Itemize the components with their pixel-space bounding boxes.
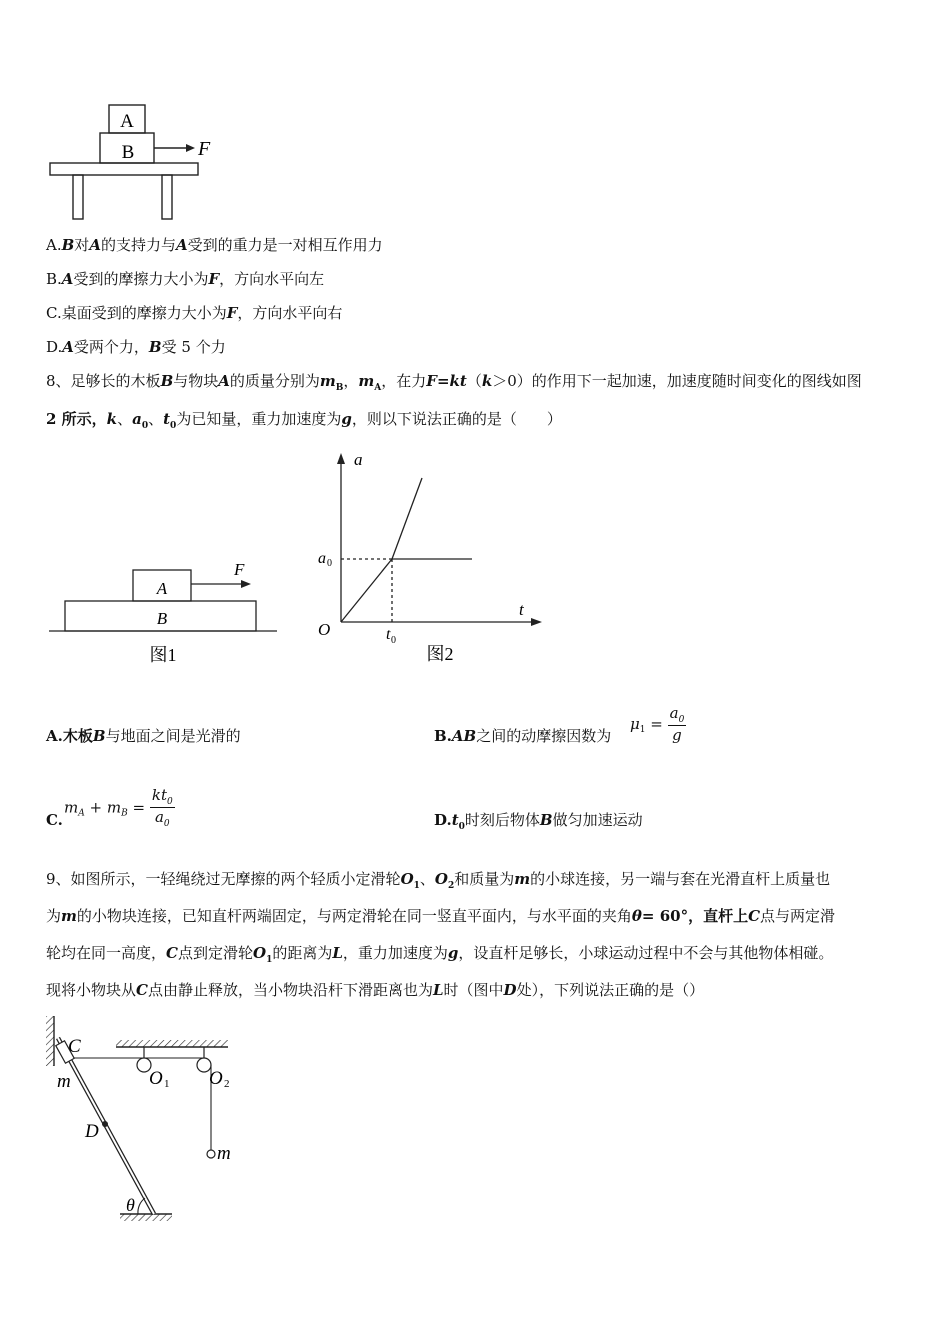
q9l1-t2: O	[400, 870, 414, 888]
option-label: D.	[46, 338, 63, 356]
q7b-t1: A	[61, 270, 74, 288]
q9l4-t1: 现将小物块从	[46, 981, 137, 999]
q9l3-t4: O	[252, 944, 267, 962]
q7c-t1: 桌面受到的摩擦力大小为	[61, 304, 227, 322]
q7a-t2: 对	[74, 236, 90, 254]
q9l1-t2s: 1	[413, 881, 420, 891]
q9l3-t6: L	[332, 944, 343, 962]
q8a-t3: 与地面之间是光滑的	[105, 727, 241, 745]
q9-label-o2: O	[209, 1068, 223, 1089]
q8-fig2-origin: O	[318, 620, 331, 639]
q8l2-t6: t	[163, 410, 171, 428]
q9l2-t5: = 60°，直杆上	[641, 907, 749, 925]
q9l1-t7: 的小球连接，另一端与套在光滑直杆上质量也	[530, 870, 831, 888]
q9l4-t5: 时（图中	[443, 981, 504, 999]
q9l3-t7: ，重力加速度为	[342, 944, 448, 962]
q8-fig2-y-label: a	[354, 450, 363, 469]
q8l1-t8s: A	[374, 383, 382, 393]
q7a-t5: A	[175, 236, 188, 254]
q9-stem-line3	[46, 943, 833, 970]
q8-option-c	[46, 810, 63, 830]
q9l1-t1: 如图所示，一轻绳绕过无摩擦的两个轻质小定滑轮	[70, 870, 401, 888]
option-label: B.	[434, 727, 452, 745]
q8-fig2-a0: a	[318, 550, 326, 567]
m-a: m	[64, 798, 79, 817]
q8c-num: kt	[151, 786, 167, 804]
q8-fig2-x-label: t	[519, 600, 524, 619]
q8d-t1: t	[451, 811, 459, 829]
q9-label-theta: θ	[126, 1195, 135, 1215]
q8l1-t1: 足够长的木板	[70, 372, 161, 390]
q8b-den: g	[672, 726, 682, 744]
q8l2-t9: ，则以下说法正确的是（ ）	[351, 410, 562, 428]
q8d-t4: 做匀加速运动	[552, 811, 643, 829]
q8b-t1: AB	[451, 727, 477, 745]
q9-wall-hatch	[46, 1016, 54, 1066]
q8l1-t3: 与物块	[173, 372, 219, 390]
q9-label-d: D	[85, 1121, 99, 1142]
question-number: 9、	[46, 870, 71, 888]
equals-sign: =	[132, 798, 146, 817]
q8c-num-sub: 0	[167, 797, 173, 807]
option-label: A.	[46, 236, 62, 254]
q9l2-t7: 点与两定滑	[760, 907, 836, 925]
m-b: m	[106, 798, 122, 817]
q9-angle-arc	[138, 1198, 145, 1214]
q8d-t3: B	[539, 811, 553, 829]
q9-stem-line4	[46, 980, 704, 1000]
m-a-sub: A	[78, 808, 85, 819]
q8-option-d	[434, 810, 643, 837]
q8-fig2-a0-sub: 0	[327, 558, 332, 569]
q8b-fraction	[668, 704, 687, 744]
option-label: B.	[46, 270, 62, 288]
q9l4-t6: D	[503, 981, 517, 999]
q8l1-t6: m	[319, 372, 336, 390]
q9l3-t5: 的距离为	[272, 944, 333, 962]
q9l2-t6: C	[748, 907, 761, 925]
q9-stem-line1	[46, 869, 830, 896]
q8l1-t2: B	[160, 372, 174, 390]
q7d-t3: B	[148, 338, 162, 356]
q9l2-t2: m	[61, 907, 77, 925]
q9l3-t9: ，设直杆足够长，小球运动过程中不会与其他物体相碰。	[458, 944, 834, 962]
q8l2-t7: 为已知量，重力加速度为	[176, 410, 342, 428]
q8-figure2	[310, 445, 550, 675]
q9-point-d	[102, 1121, 108, 1127]
q8l1-t5: 的质量分别为	[229, 372, 320, 390]
q7-option-b	[46, 269, 324, 289]
m-b-sub: B	[121, 808, 128, 819]
q9-ceiling-hatch	[116, 1040, 228, 1047]
q8d-t2: 时刻后物体	[464, 811, 540, 829]
q7a-t1: B	[61, 236, 75, 254]
q8-option-c-formula	[64, 786, 175, 829]
q8l1-t7: ，	[343, 372, 359, 390]
q9l3-t8: g	[447, 944, 459, 962]
option-label: C.	[46, 304, 62, 322]
q8l1-t12: k	[481, 372, 493, 390]
q9l4-t4: L	[432, 981, 444, 999]
q8-stem-line1	[46, 371, 862, 398]
q7-label-a: A	[120, 111, 134, 132]
option-label: C.	[46, 811, 63, 829]
q8b-num-sub: 0	[678, 715, 685, 725]
q7-label-f: F	[198, 138, 211, 160]
q9l3-t4s: 1	[266, 955, 273, 965]
q8-fig1-caption: 图1	[149, 645, 177, 665]
q9l1-t4: O	[434, 870, 448, 888]
q8-option-b	[434, 726, 611, 746]
q7d-t1: A	[62, 338, 74, 356]
q7-table-top	[50, 163, 198, 175]
q8c-fraction	[150, 786, 175, 829]
q8b-num: a	[669, 704, 679, 722]
q8-fig2-caption: 图2	[426, 644, 454, 664]
q9-label-c: C	[68, 1036, 81, 1057]
q8l2-t3: 、	[117, 410, 133, 428]
q8-option-b-formula	[630, 704, 686, 744]
q8c-den-sub: 0	[163, 819, 170, 829]
q9l1-t3: 、	[419, 870, 435, 888]
q8a-t1: 木板	[62, 727, 93, 745]
q7-figure	[40, 95, 230, 225]
q8d-t1s: 0	[458, 822, 465, 832]
q9l2-t3: 的小物块连接，已知直杆两端固定，与两定滑轮在同一竖直平面内，与水平面的夹角	[76, 907, 632, 925]
q7c-t3: ，方向水平向右	[237, 304, 343, 322]
q8a-t2: B	[92, 727, 106, 745]
q7b-t3: F	[208, 270, 220, 288]
q7a-t4: 的支持力与	[100, 236, 176, 254]
q7-label-b: B	[121, 142, 135, 163]
q7-table-leg-right	[162, 175, 172, 219]
plus-sign: +	[89, 798, 103, 817]
q9l3-t1: 轮均在同一高度，	[46, 944, 167, 962]
q7-table-leg-left	[73, 175, 83, 219]
q9l2-t1: 为	[46, 907, 62, 925]
q8-stem-line2	[46, 409, 562, 436]
q8l2-t6s: 0	[170, 421, 177, 431]
q8-fig1-label-f: F	[234, 560, 245, 579]
q9l4-t7: 处），下列说法正确的是（）	[516, 981, 705, 999]
q9-label-o1: O	[149, 1068, 163, 1089]
q8l1-t4: A	[218, 372, 230, 390]
q8-fig2-t0-sub: 0	[391, 635, 396, 646]
equals-sign: =	[650, 715, 663, 733]
q9-ground-hatch	[120, 1214, 172, 1221]
q8-fig1-label-b: B	[156, 609, 168, 628]
q9-stem-line2	[46, 906, 835, 926]
q7-option-d	[46, 337, 226, 357]
q9-label-o2-sub: 2	[224, 1078, 230, 1090]
q8l1-t11: （	[466, 372, 482, 390]
q8-figure1	[45, 555, 285, 670]
q8l1-t9: ，在力	[381, 372, 427, 390]
q9l1-t6: m	[514, 870, 531, 888]
q9l3-t2: C	[166, 944, 178, 962]
q8l2-t4s: 0	[141, 421, 149, 431]
q8-graph-b-line	[392, 478, 422, 559]
q8l2-t4: a	[132, 410, 142, 428]
mu-sub: 1	[639, 725, 646, 735]
q9-label-o1-sub: 1	[164, 1078, 170, 1090]
q8b-t2: 之间的动摩擦因数为	[476, 727, 612, 745]
q8-fig1-label-a: A	[156, 579, 168, 598]
q8-option-a	[46, 726, 241, 746]
q7-option-a	[46, 235, 383, 255]
q9-label-m1: m	[57, 1071, 71, 1092]
q7d-t2: 受两个力，	[73, 338, 149, 356]
q7a-t6: 受到的重力是一对相互作用力	[187, 236, 383, 254]
q7d-t4: 受 5 个力	[161, 338, 226, 356]
q8c-den: a	[154, 808, 164, 826]
q7-option-c	[46, 303, 342, 323]
q9-figure	[38, 1010, 248, 1230]
q7b-t2: 受到的摩擦力大小为	[73, 270, 209, 288]
q7c-t2: F	[226, 304, 238, 322]
mu-symbol: μ	[630, 715, 640, 733]
q8l1-t10: F=kt	[426, 372, 467, 390]
option-label: A.	[46, 727, 63, 745]
q9l4-t3: 点由静止释放，当小物块沿杆下滑距离也为	[147, 981, 433, 999]
q8-graph-segment1	[341, 559, 392, 622]
q8l2-t1: 2 所示，	[46, 410, 107, 428]
q9-label-m2: m	[217, 1143, 231, 1164]
q8l1-t6s: B	[335, 383, 344, 393]
option-label: D.	[434, 811, 452, 829]
q9l3-t3: 点到定滑轮	[177, 944, 253, 962]
q8l2-t2: k	[106, 410, 118, 428]
q8l2-t5: 、	[148, 410, 164, 428]
q8l1-t13: ＞0）的作用下一起加速，加速度随时间变化的图线如图	[492, 372, 862, 390]
q9l1-t5: 和质量为	[454, 870, 515, 888]
q9l1-t4s: 2	[448, 881, 455, 891]
q8l2-t8: g	[341, 410, 352, 428]
q8l1-t8: m	[358, 372, 375, 390]
q7b-t4: ，方向水平向左	[219, 270, 325, 288]
q8-fig2-t0: t	[386, 626, 391, 643]
question-number: 8、	[46, 372, 71, 390]
q9-ball	[207, 1150, 215, 1158]
q7a-t3: A	[89, 236, 101, 254]
q9l4-t2: C	[136, 981, 148, 999]
q9l2-t4: θ	[631, 907, 642, 925]
